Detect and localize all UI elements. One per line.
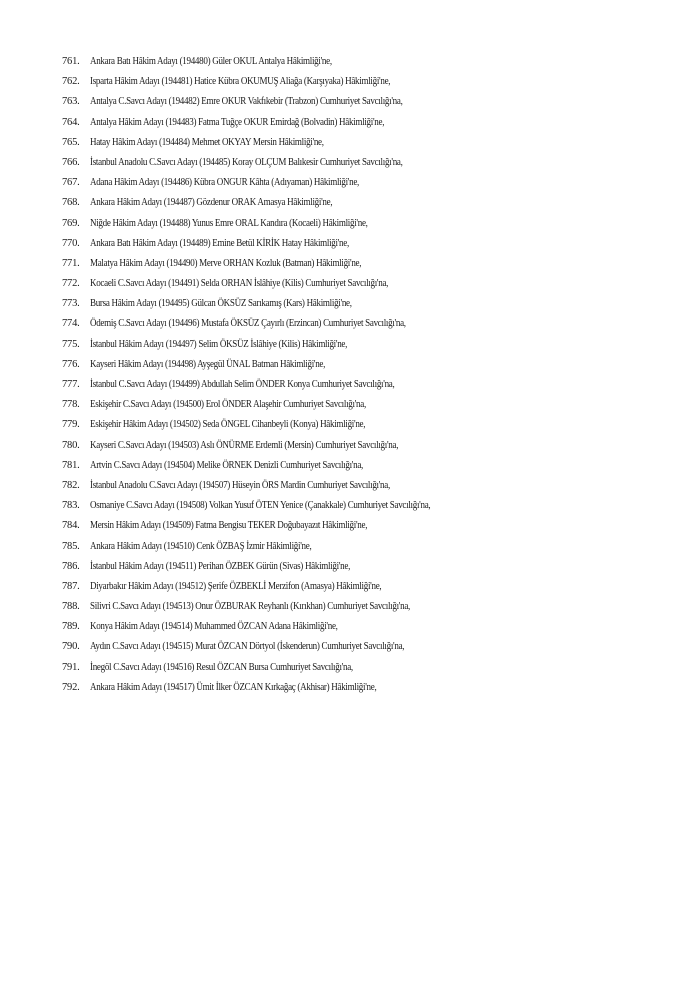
item-number: 777. <box>62 379 80 390</box>
item-number: 786. <box>62 560 80 572</box>
item-number: 787. <box>62 580 80 592</box>
list-item <box>62 238 486 258</box>
item-number: 765. <box>62 136 80 148</box>
item-text: Osmaniye C.Savcı Adayı (194508) Volkan Yusuf ÖTEN Yenice (Çanakkale) Cumhuriyet Savcılığı'na, <box>90 500 431 512</box>
list-item <box>62 56 486 76</box>
item-number: 784. <box>62 520 80 532</box>
item-text: Antalya Hâkim Adayı (194483) Fatma Tuğçe OKUR Emirdağ (Bolvadin) Hâkimliği'ne, <box>90 116 385 128</box>
item-number: 791. <box>62 661 80 673</box>
list-item <box>62 76 486 96</box>
item-number: 774. <box>62 318 80 330</box>
list-item <box>62 581 486 601</box>
item-number: 790. <box>62 641 80 653</box>
list-item <box>62 218 486 238</box>
item-number: 762. <box>62 76 80 88</box>
item-text: Aydın C.Savcı Adayı (194515) Murat ÖZCAN Dörtyol (İskenderun) Cumhuriyet Savcılığı'na, <box>90 641 405 653</box>
item-text: Ankara Hâkim Adayı (194487) Gözdenur ORAK Amasya Hâkimliği'ne, <box>90 197 333 209</box>
item-number: 773. <box>62 298 80 310</box>
list-item <box>62 460 486 480</box>
item-text: Silivri C.Savcı Adayı (194513) Onur ÖZBURAK Reyhanlı (Kırıkhan) Cumhuriyet Savcılığı'na, <box>90 601 411 613</box>
list-item <box>62 298 486 318</box>
item-number: 779. <box>62 419 80 431</box>
item-number: 792. <box>62 681 80 693</box>
item-number: 766. <box>62 156 80 168</box>
item-text: İstanbul Anadolu C.Savcı Adayı (194485) Koray OLÇUM Balıkesir Cumhuriyet Savcılığı'na, <box>90 156 403 168</box>
item-text: Kocaeli C.Savcı Adayı (194491) Selda ORHAN İslâhiye (Kilis) Cumhuriyet Savcılığı'na, <box>90 278 389 290</box>
item-number: 783. <box>62 500 80 512</box>
item-number: 767. <box>62 177 80 189</box>
item-number: 763. <box>62 96 80 108</box>
item-number: 781. <box>62 459 80 471</box>
list-item <box>62 278 486 298</box>
list-item <box>62 419 486 439</box>
list-item <box>62 480 486 500</box>
list-item <box>62 440 486 460</box>
item-text: Kayseri Hâkim Adayı (194498) Ayşegül ÜNAL Batman Hâkimliği'ne, <box>90 358 326 370</box>
item-text: Ankara Batı Hâkim Adayı (194489) Emine Betül KİRİK Hatay Hâkimliği'ne, <box>90 237 349 249</box>
item-number: 778. <box>62 399 80 411</box>
item-text: Diyarbakır Hâkim Adayı (194512) Şerife ÖZBEKLİ Merzifon (Amasya) Hâkimliği'ne, <box>90 580 382 592</box>
list-item <box>62 541 486 561</box>
item-text: İstanbul C.Savcı Adayı (194499) Abdullah Selim ÖNDER Konya Cumhuriyet Savcılığı'na, <box>90 379 395 390</box>
item-text: Eskişehir Hâkim Adayı (194502) Seda ÖNGEL Cihanbeyli (Konya) Hâkimliği'ne, <box>90 419 366 431</box>
list-item <box>62 258 486 278</box>
item-number: 772. <box>62 278 80 290</box>
item-text: Ödemiş C.Savcı Adayı (194496) Mustafa ÖKSÜZ Çayırlı (Erzincan) Cumhuriyet Savcılığı'na, <box>90 318 406 330</box>
list-item <box>62 379 486 399</box>
item-number: 776. <box>62 358 80 370</box>
item-text: Ankara Batı Hâkim Adayı (194480) Güler OKUL Antalya Hâkimliği'ne, <box>90 56 332 67</box>
item-text: Kayseri C.Savcı Adayı (194503) Aslı ÖNÜRME Erdemli (Mersin) Cumhuriyet Savcılığı'na, <box>90 439 399 451</box>
item-text: Konya Hâkim Adayı (194514) Muhammed ÖZCAN Adana Hâkimliği'ne, <box>90 621 338 633</box>
item-text: İstanbul Anadolu C.Savcı Adayı (194507) Hüseyin ÖRS Mardin Cumhuriyet Savcılığı'na, <box>90 479 390 491</box>
item-number: 769. <box>62 217 80 229</box>
item-text: Ankara Hâkim Adayı (194510) Cenk ÖZBAŞ İzmir Hâkimliği'ne, <box>90 540 312 552</box>
list-item <box>62 662 486 682</box>
list-item <box>62 500 486 520</box>
item-text: Bursa Hâkim Adayı (194495) Gülcan ÖKSÜZ Sarıkamış (Kars) Hâkimliği'ne, <box>90 298 352 310</box>
item-number: 771. <box>62 257 80 269</box>
list-item <box>62 96 486 116</box>
list-item <box>62 641 486 661</box>
item-number: 768. <box>62 197 80 209</box>
list-item <box>62 621 486 641</box>
item-number: 764. <box>62 116 80 128</box>
item-number: 782. <box>62 479 80 491</box>
item-text: İnegöl C.Savcı Adayı (194516) Resul ÖZCAN Bursa Cumhuriyet Savcılığı'na, <box>90 661 353 673</box>
item-number: 775. <box>62 338 80 350</box>
item-number: 789. <box>62 621 80 633</box>
item-text: Niğde Hâkim Adayı (194488) Yunus Emre ORAL Kandıra (Kocaeli) Hâkimliği'ne, <box>90 217 368 229</box>
item-text: Mersin Hâkim Adayı (194509) Fatma Bengisu TEKER Doğubayazıt Hâkimliği'ne, <box>90 520 368 532</box>
item-text: Isparta Hâkim Adayı (194481) Hatice Kübra OKUMUŞ Aliağa (Karşıyaka) Hâkimliği'ne, <box>90 76 391 88</box>
list-item <box>62 399 486 419</box>
item-text: İstanbul Hâkim Adayı (194511) Perihan ÖZBEK Gürün (Sivas) Hâkimliği'ne, <box>90 560 351 572</box>
list-item <box>62 601 486 621</box>
item-text: Hatay Hâkim Adayı (194484) Mehmet OKYAY Mersin Hâkimliği'ne, <box>90 136 324 148</box>
item-number: 788. <box>62 601 80 613</box>
item-text: Adana Hâkim Adayı (194486) Kübra ONGUR Kâhta (Adıyaman) Hâkimliği'ne, <box>90 177 360 189</box>
item-text: Malatya Hâkim Adayı (194490) Merve ORHAN Kozluk (Batman) Hâkimliği'ne, <box>90 257 362 269</box>
list-item <box>62 339 486 359</box>
list-item <box>62 520 486 540</box>
list-item <box>62 177 486 197</box>
list-item <box>62 561 486 581</box>
list-item <box>62 359 486 379</box>
item-number: 761. <box>62 56 80 67</box>
appointment-list <box>62 56 486 702</box>
list-item <box>62 318 486 338</box>
item-text: Ankara Hâkim Adayı (194517) Ümit İlker ÖZCAN Kırkağaç (Akhisar) Hâkimliği'ne, <box>90 681 377 693</box>
list-item <box>62 157 486 177</box>
list-item <box>62 117 486 137</box>
item-text: Artvin C.Savcı Adayı (194504) Melike ÖRNEK Denizli Cumhuriyet Savcılığı'na, <box>90 459 363 471</box>
list-item <box>62 137 486 157</box>
item-number: 770. <box>62 237 80 249</box>
item-text: Eskişehir C.Savcı Adayı (194500) Erol ÖNDER Alaşehir Cumhuriyet Savcılığı'na, <box>90 399 366 411</box>
item-number: 785. <box>62 540 80 552</box>
list-item <box>62 197 486 217</box>
item-number: 780. <box>62 439 80 451</box>
item-text: İstanbul Hâkim Adayı (194497) Selim ÖKSÜZ İslâhiye (Kilis) Hâkimliği'ne, <box>90 338 348 350</box>
list-item <box>62 682 486 702</box>
item-text: Antalya C.Savcı Adayı (194482) Emre OKUR Vakfıkebir (Trabzon) Cumhuriyet Savcılığı'na, <box>90 96 403 108</box>
